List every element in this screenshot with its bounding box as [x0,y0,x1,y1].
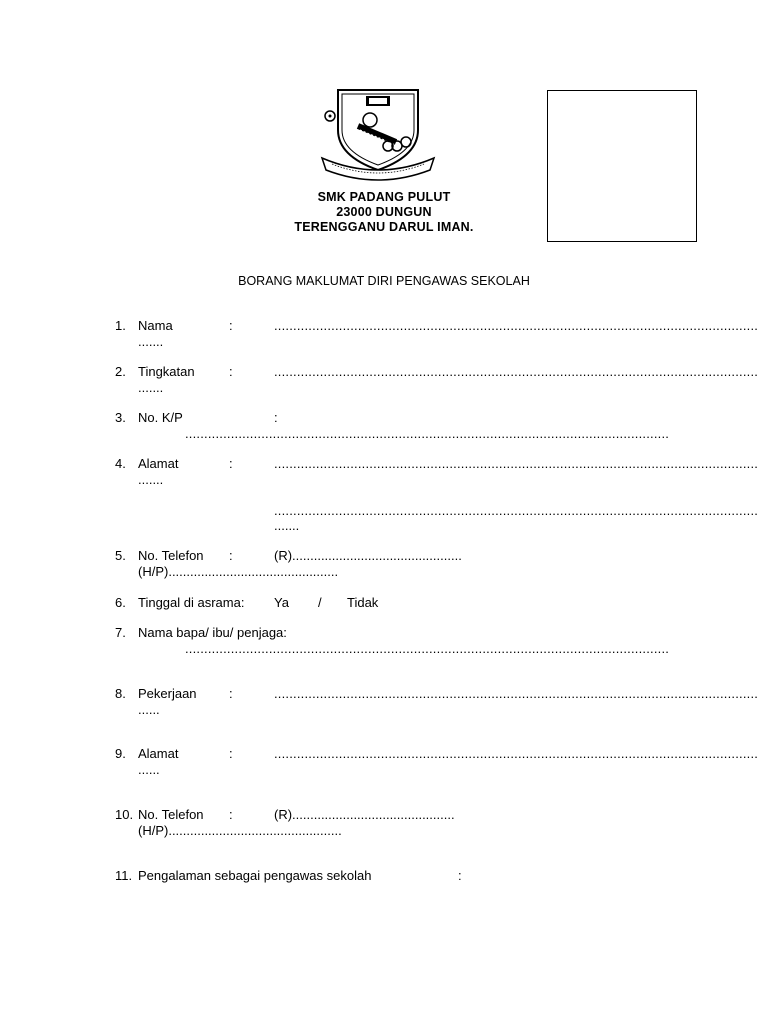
label-kp: No. K/P [138,410,183,425]
item-number: 7. [115,625,126,640]
label-telefon: No. Telefon [138,548,204,563]
label-tingkatan: Tingkatan [138,364,195,379]
fill-line-penjaga[interactable]: ............................................................................................................................... [185,641,670,656]
label-nama: Nama [138,318,173,333]
label-pekerjaan: Pekerjaan [138,686,197,701]
fill-line-alamat-2-cont[interactable]: ....... [274,518,300,533]
fill-line-pekerjaan[interactable]: ............................................................................................................................... [274,686,759,701]
item-number: 6. [115,595,126,610]
school-crest-logo [318,86,438,182]
fill-line-telefon-penjaga-rumah[interactable]: (R)............................................. [274,807,455,822]
fill-line-tingkatan-cont[interactable]: ....... [138,380,164,395]
item-number: 2. [115,364,126,379]
fill-line-alamat-1-cont[interactable]: ....... [138,472,164,487]
item-number: 4. [115,456,126,471]
colon: : [274,410,278,425]
colon: : [458,868,462,883]
school-postcode-city: 23000 DUNGUN [336,205,432,219]
item-number: 1. [115,318,126,333]
school-name: SMK PADANG PULUT [317,190,451,204]
item-number: 3. [115,410,126,425]
form-title: BORANG MAKLUMAT DIRI PENGAWAS SEKOLAH [238,274,530,288]
label-alamat: Alamat [138,456,179,471]
fill-line-telefon-hp[interactable]: (H/P)............................................... [138,564,339,579]
colon: : [229,548,233,563]
label-penjaga: Nama bapa/ ibu/ penjaga: [138,625,287,640]
item-number: 5. [115,548,126,563]
option-tidak[interactable]: Tidak [347,595,379,610]
fill-line-alamat-penjaga[interactable]: ............................................................................................................................... [274,746,759,761]
fill-line-alamat-penjaga-cont[interactable]: ...... [138,762,160,777]
label-alamat-penjaga: Alamat [138,746,179,761]
item-number: 9. [115,746,126,761]
colon: : [229,456,233,471]
item-number: 11. [115,868,133,883]
fill-line-kp[interactable]: ............................................................................................................................... [185,426,670,441]
photo-box [547,90,697,242]
colon: : [229,686,233,701]
fill-line-telefon-rumah[interactable]: (R)............................................... [274,548,462,563]
item-number: 10. [115,807,134,822]
colon: : [229,364,233,379]
label-asrama: Tinggal di asrama: [138,595,245,610]
colon: : [229,807,233,822]
label-pengalaman: Pengalaman sebagai pengawas sekolah [138,868,372,883]
fill-line-alamat-2[interactable]: ............................................................................................................................... [274,503,759,518]
item-number: 8. [115,686,126,701]
school-state: TERENGGANU DARUL IMAN. [294,220,474,234]
colon: : [229,746,233,761]
colon: : [229,318,233,333]
fill-line-alamat-1[interactable]: ............................................................................................................................... [274,456,759,471]
option-separator: / [318,595,322,610]
option-ya[interactable]: Ya [274,595,289,610]
fill-line-pekerjaan-cont[interactable]: ...... [138,702,160,717]
label-telefon-penjaga: No. Telefon [138,807,204,822]
fill-line-nama[interactable]: ............................................................................................................................... [274,318,759,333]
fill-line-nama-cont[interactable]: ....... [138,334,164,349]
fill-line-telefon-penjaga-hp[interactable]: (H/P)................................................ [138,823,342,838]
fill-line-tingkatan[interactable]: ............................................................................................................................... [274,364,759,379]
